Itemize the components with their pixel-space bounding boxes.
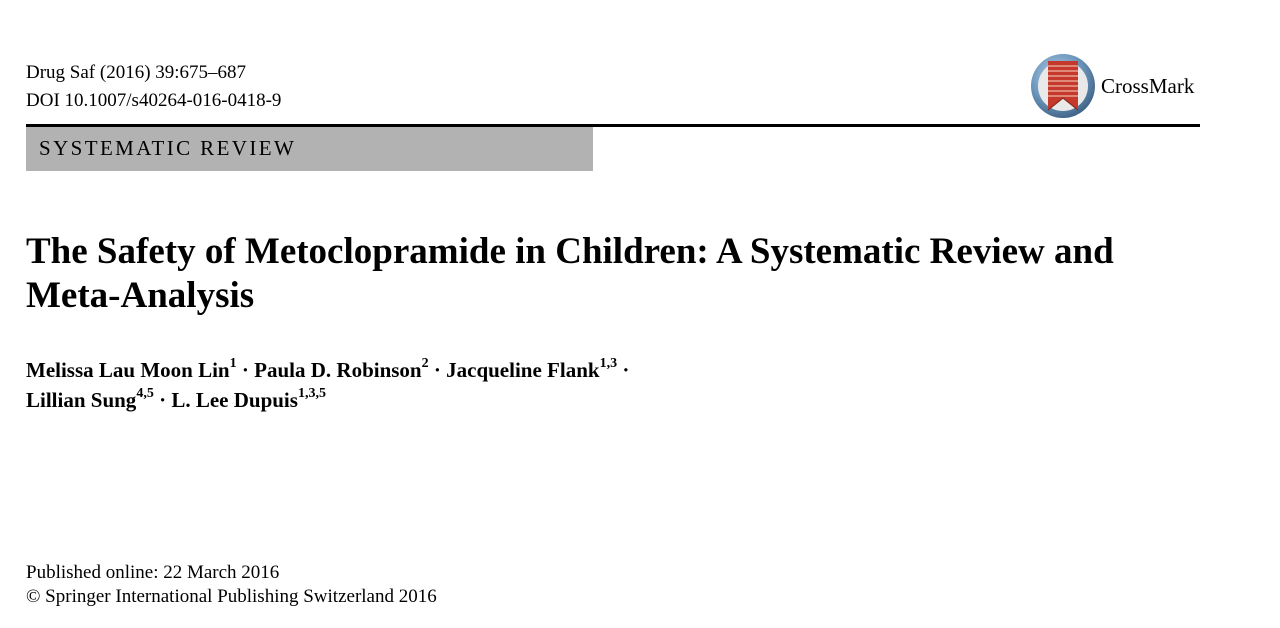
author-affiliation: 1,3,5 [297, 386, 326, 401]
author-separator: · [159, 388, 167, 412]
author-affiliation: 1,3 [599, 356, 618, 371]
author-separator: · [433, 358, 441, 382]
author-name[interactable]: Melissa Lau Moon Lin [26, 358, 230, 382]
author-name[interactable]: Lillian Sung [26, 388, 137, 412]
author-affiliation: 2 [421, 356, 429, 371]
section-band [26, 127, 593, 171]
author-affiliation: 4,5 [136, 386, 154, 401]
crossmark-badge[interactable] [1030, 53, 1194, 119]
author-list [26, 355, 629, 415]
author-name[interactable]: L. Lee Dupuis [171, 388, 298, 412]
publication-info [26, 561, 437, 609]
author-affiliation: 1 [229, 356, 237, 371]
copyright-notice: © Springer International Publishing Switzerland 2016 [26, 586, 437, 607]
author-separator: · [241, 358, 249, 382]
article-type-label: SYSTEMATIC REVIEW [39, 136, 297, 160]
author-line-1 [26, 355, 629, 385]
journal-reference [26, 59, 281, 115]
author-name[interactable]: Paula D. Robinson [254, 358, 422, 382]
author-line-2 [26, 385, 629, 415]
article-title: The Safety of Metoclopramide in Children: A Systematic Review and Meta-Analysis [26, 231, 1114, 316]
journal-citation: Drug Saf (2016) 39:675–687 [26, 62, 247, 83]
crossmark-icon [1030, 53, 1096, 119]
author-name[interactable]: Jacqueline Flank [446, 358, 600, 382]
doi-link[interactable]: DOI 10.1007/s40264-016-0418-9 [26, 90, 282, 111]
author-separator: · [622, 358, 630, 382]
published-date: Published online: 22 March 2016 [26, 562, 280, 583]
crossmark-label: CrossMark [1101, 73, 1195, 98]
